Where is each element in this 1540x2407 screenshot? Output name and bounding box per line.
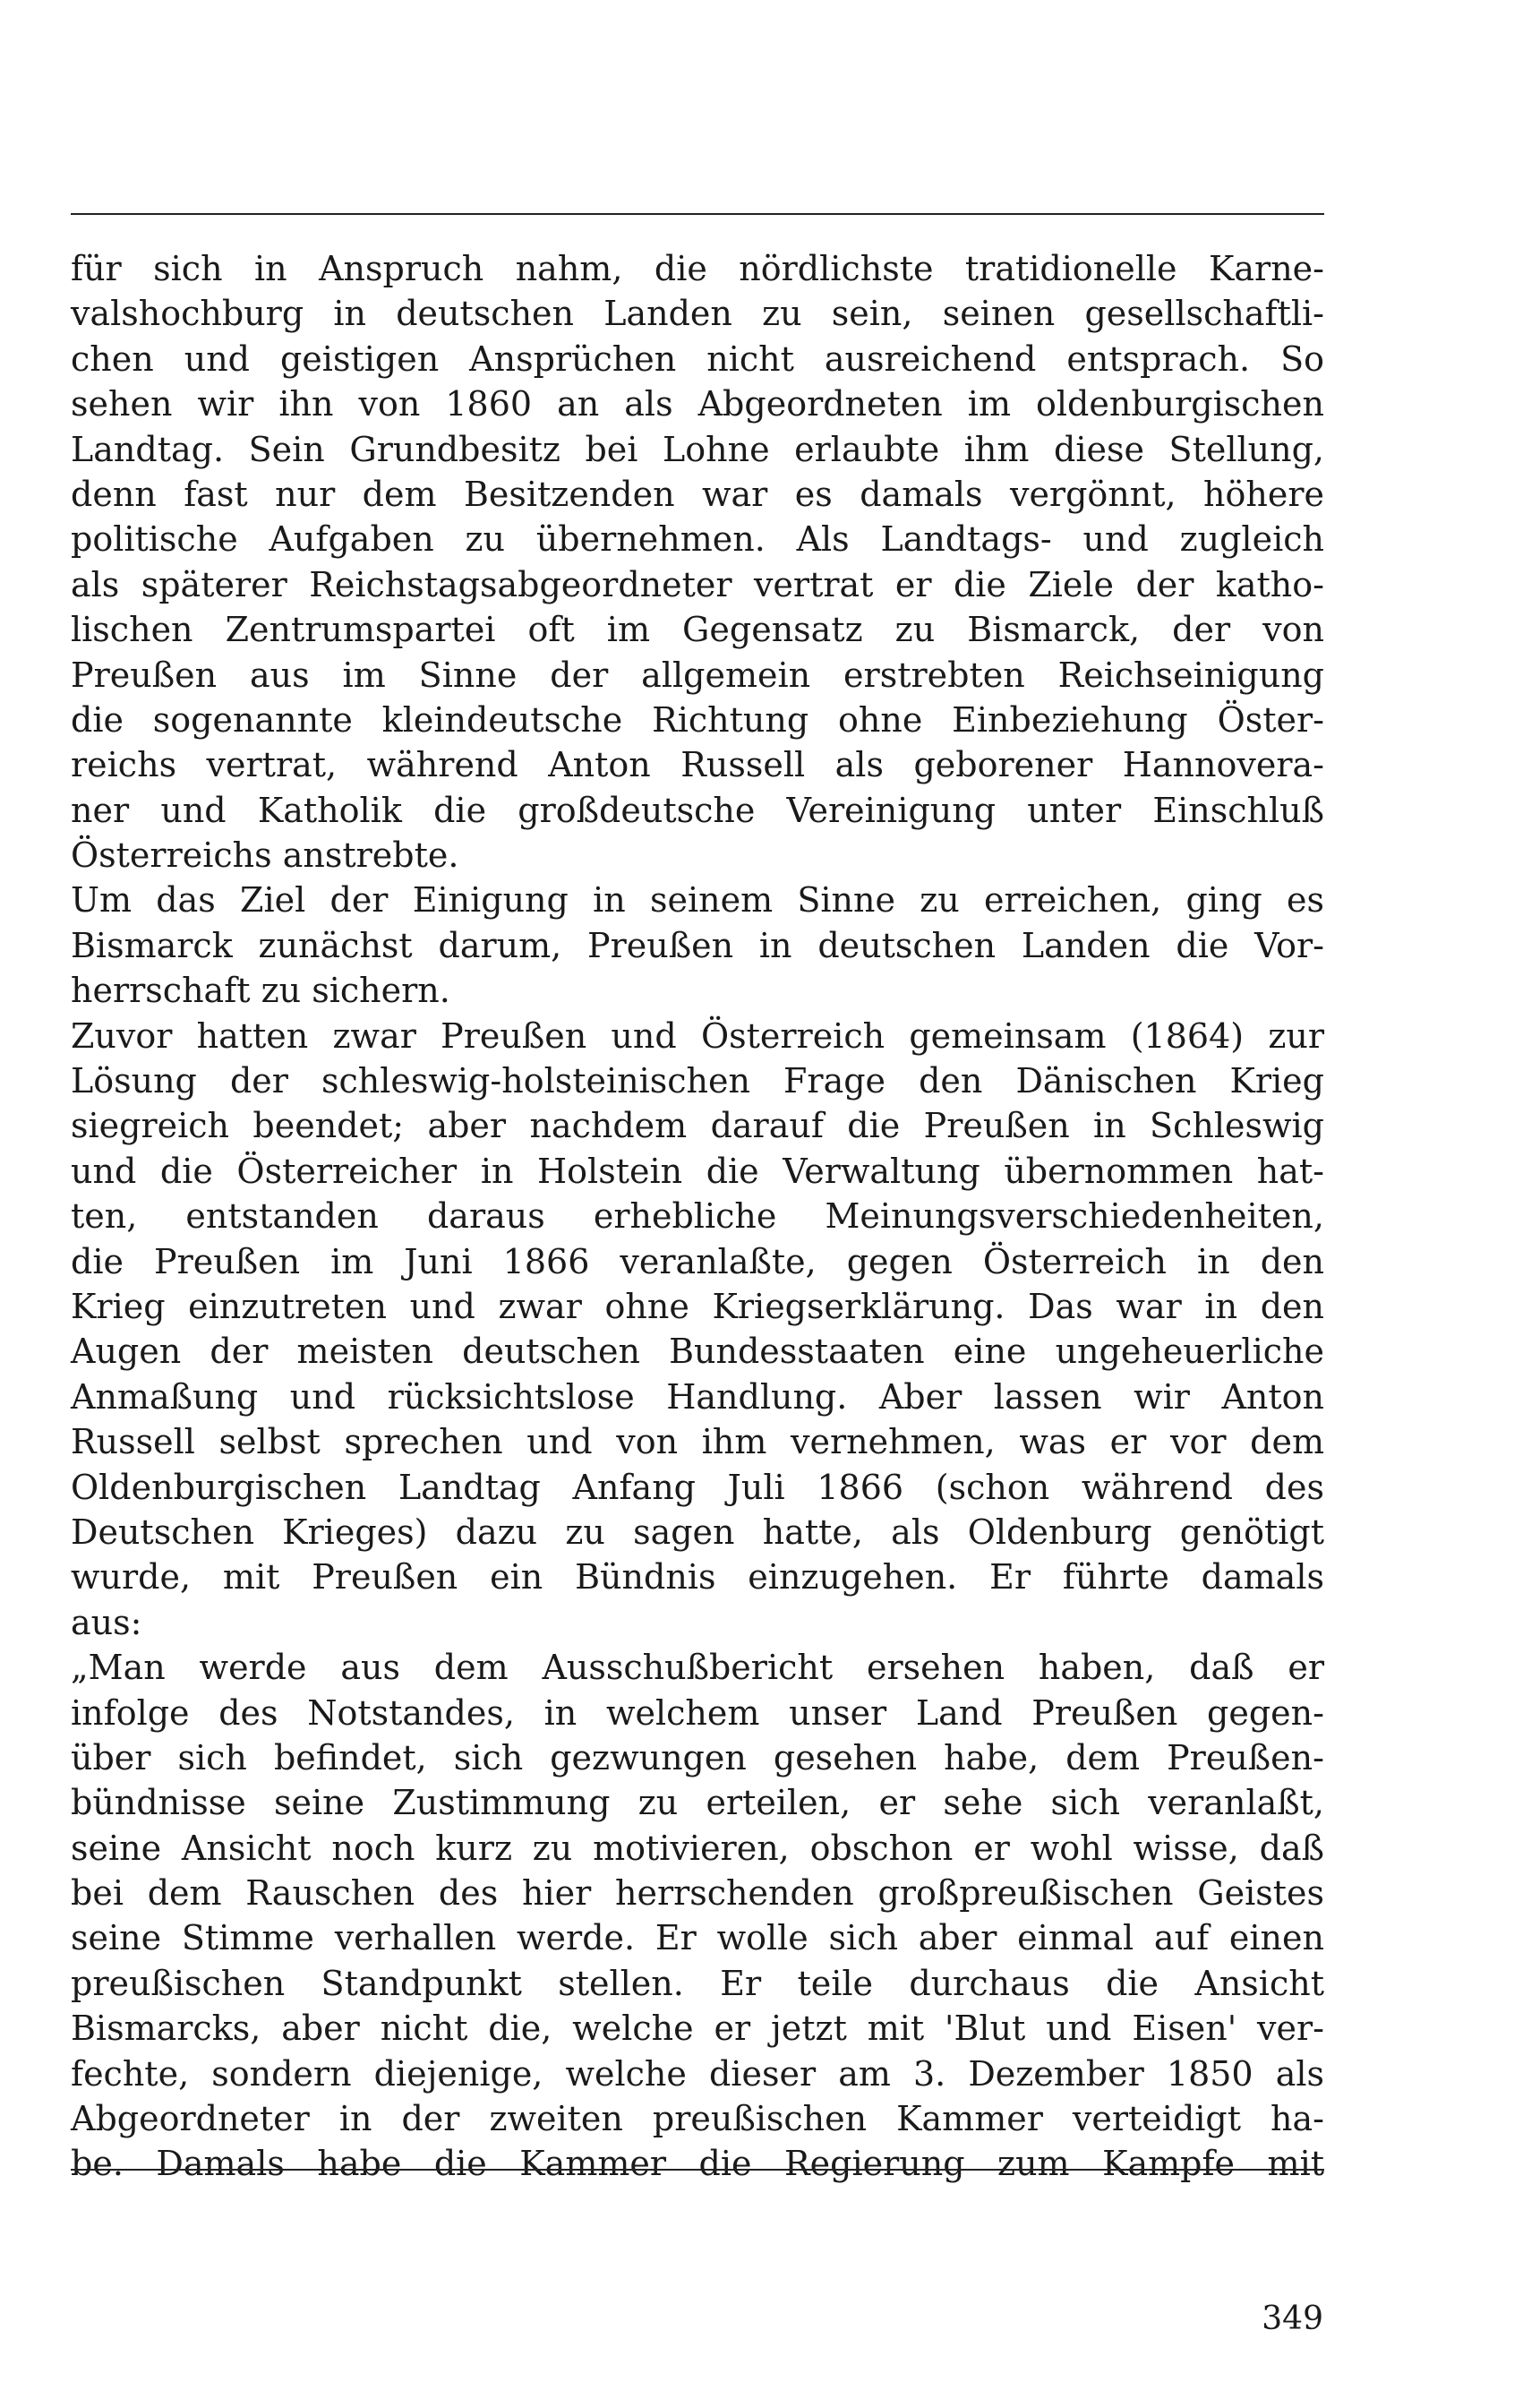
text-line: chen und geistigen Ansprüchen nicht ausreichend entsprach. So xyxy=(71,338,1324,379)
text-line: seine Stimme verhallen werde. Er wolle sich aber einmal auf einen xyxy=(71,1918,1324,1958)
text-line: Preußen aus im Sinne der allgemein erstrebten Reichseinigung xyxy=(71,655,1324,695)
text-line: als späterer Reichstagsabgeordneter vertrat er die Ziele der katho- xyxy=(71,564,1324,604)
text-line: Österreichs anstrebte. xyxy=(71,835,459,876)
text-line: über sich befindet, sich gezwungen gesehen habe, dem Preußen- xyxy=(71,1737,1324,1777)
text-line: politische Aufgaben zu übernehmen. Als Landtags- und zugleich xyxy=(71,519,1324,560)
text-line: fechte, sondern diejenige, welche dieser am 3. Dezember 1850 als xyxy=(71,2053,1324,2094)
text-line: Oldenburgischen Landtag Anfang Juli 1866 (schon während des xyxy=(71,1467,1324,1507)
text-line: preußischen Standpunkt stellen. Er teile durchaus die Ansicht xyxy=(71,1963,1324,2003)
text-line: be. Damals habe die Kammer die Regierung zum Kampfe mit xyxy=(71,2144,1324,2184)
text-line: denn fast nur dem Besitzenden war es damals vergönnt, höhere xyxy=(71,474,1324,514)
text-line: „Man werde aus dem Ausschußbericht ersehen haben, daß er xyxy=(71,1648,1324,1688)
text-line: Abgeordneter in der zweiten preußischen Kammer verteidigt ha- xyxy=(71,2099,1324,2139)
text-line: siegreich beendet; aber nachdem darauf die Preußen in Schleswig xyxy=(71,1106,1324,1146)
text-line: ten, entstanden daraus erhebliche Meinungsverschiedenheiten, xyxy=(71,1196,1324,1237)
text-line: lischen Zentrumspartei oft im Gegensatz zu Bismarck, der von xyxy=(71,610,1324,650)
text-line: sehen wir ihn von 1860 an als Abgeordneten im oldenburgischen xyxy=(71,384,1324,424)
text-line: bei dem Rauschen des hier herrschenden großpreußischen Geistes xyxy=(71,1873,1324,1914)
text-line: Bismarck zunächst darum, Preußen in deutschen Landen die Vor- xyxy=(71,925,1324,965)
text-line: aus: xyxy=(71,1602,142,1642)
text-line: Zuvor hatten zwar Preußen und Österreich gemeinsam (1864) zur xyxy=(71,1015,1324,1056)
text-line: valshochburg in deutschen Landen zu sein, seinen gesellschaftli- xyxy=(71,294,1324,334)
text-line: infolge des Notstandes, in welchem unser Land Preußen gegen- xyxy=(71,1692,1324,1733)
text-line: die sogenannte kleindeutsche Richtung ohne Einbeziehung Öster- xyxy=(71,699,1324,740)
text-line: Bismarcks, aber nicht die, welche er jetzt mit 'Blut und Eisen' ver- xyxy=(71,2009,1324,2049)
page-number: 349 xyxy=(1262,2300,1323,2337)
text-line: und die Österreicher in Holstein die Verwaltung übernommen hat- xyxy=(71,1151,1324,1191)
text-line: für sich in Anspruch nahm, die nördlichste tratidionelle Karne- xyxy=(71,249,1324,288)
text-line: Deutschen Krieges) dazu zu sagen hatte, als Oldenburg genötigt xyxy=(71,1512,1324,1552)
header-rule xyxy=(71,213,1324,215)
text-line: bündnisse seine Zustimmung zu erteilen, er sehe sich veranlaßt, xyxy=(71,1783,1324,1823)
text-line: die Preußen im Juni 1866 veranlaßte, gegen Österreich in den xyxy=(71,1241,1324,1281)
text-line: Augen der meisten deutschen Bundesstaaten eine ungeheuerliche xyxy=(71,1332,1324,1372)
text-line: Krieg einzutreten und zwar ohne Kriegserklärung. Das war in den xyxy=(71,1286,1324,1326)
text-line: reichs vertrat, während Anton Russell als geborener Hannovera- xyxy=(71,745,1324,785)
text-line: herrschaft zu sichern. xyxy=(71,971,450,1011)
text-line: seine Ansicht noch kurz zu motivieren, obschon er wohl wisse, daß xyxy=(71,1828,1324,1868)
text-line: Um das Ziel der Einigung in seinem Sinne zu erreichen, ging es xyxy=(71,880,1324,921)
text-line: Anmaßung und rücksichtslose Handlung. Aber lassen wir Anton xyxy=(71,1376,1324,1417)
text-line: Landtag. Sein Grundbesitz bei Lohne erlaubte ihm diese Stellung, xyxy=(71,429,1324,469)
text-line: wurde, mit Preußen ein Bündnis einzugehen. Er führte damals xyxy=(71,1557,1324,1598)
text-line: ner und Katholik die großdeutsche Vereinigung unter Einschluß xyxy=(71,790,1324,830)
text-line: Lösung der schleswig-holsteinischen Frage den Dänischen Krieg xyxy=(71,1061,1324,1101)
footer-rule xyxy=(71,2169,1324,2171)
text-line: Russell selbst sprechen und von ihm vernehmen, was er vor dem xyxy=(71,1422,1324,1462)
body-text xyxy=(71,246,1324,2187)
